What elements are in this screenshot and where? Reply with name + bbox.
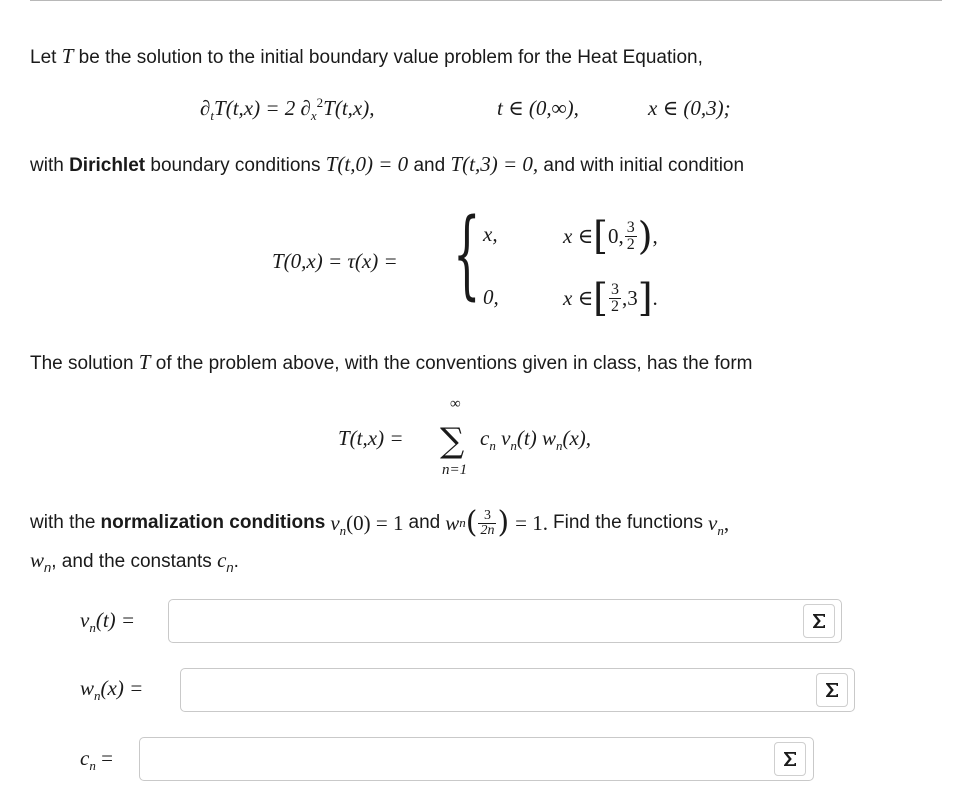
answer-c-label (80, 746, 113, 774)
pde-rhs-sub: x (310, 108, 317, 124)
sigma-icon (810, 612, 828, 630)
pde-lhs-sub: t (210, 108, 215, 124)
answer-v-sub: n (89, 620, 96, 636)
norm-v2-sub: n (717, 523, 724, 539)
answer-v-equation-button[interactable] (803, 604, 835, 638)
line2-rest: , and the constants (51, 551, 212, 572)
answer-c-field[interactable] (139, 737, 814, 781)
ic-row2-fraction (609, 282, 621, 315)
norm-paren-close: ) (497, 505, 510, 540)
ic-lhs: T(0,x) = τ(x) = (272, 249, 398, 273)
bc-dirichlet: Dirichlet (69, 155, 146, 176)
series-v-sub: n (510, 438, 517, 454)
ic-row1-in: x ∈ (563, 223, 594, 248)
pde-lhs-rest: T(t,x) = 2 ∂ (214, 96, 311, 120)
series-c-sub: n (489, 438, 496, 454)
sigma-icon (781, 750, 799, 768)
ic-row1-close: ) (637, 214, 653, 258)
answer-v-input[interactable] (177, 606, 837, 638)
norm-v: v (330, 511, 340, 535)
series-rhs (480, 426, 592, 454)
series-vt: (t) w (516, 426, 556, 450)
boundary-conditions-text (30, 152, 744, 178)
line2-end: . (233, 551, 239, 572)
ic-row2-close: ] (637, 276, 653, 320)
ic-row2-value: 0, (483, 285, 499, 309)
intro-suffix: be the solution to the initial boundary value problem for the Heat Equation, (78, 47, 703, 68)
norm-v2-letter: v (707, 511, 718, 535)
answer-v-letter: v (80, 608, 90, 632)
answer-w-arg: (x) = (100, 676, 144, 700)
ic-row2-num: 3 (610, 280, 619, 298)
ic-row1-open: [ (593, 214, 608, 258)
normalization-text (30, 503, 729, 543)
partial-symbol: ∂ (200, 96, 211, 120)
x-domain: x ∈ (0,3); (648, 96, 731, 120)
pde-rhs-rest: T(t,x), (323, 96, 375, 120)
normalization-text-2 (30, 548, 239, 574)
answer-w-field[interactable] (180, 668, 855, 712)
answer-v-arg: (t) = (95, 608, 136, 632)
series-v: v (495, 426, 511, 450)
answer-c-arg: = (95, 746, 113, 770)
series-c: c (480, 426, 490, 450)
line2-c: c (217, 548, 227, 572)
intro-var: T (61, 44, 74, 68)
answer-c-sub: n (89, 758, 96, 774)
solution-text (30, 350, 752, 376)
answer-v-label (80, 608, 136, 636)
answer-c-input[interactable] (148, 744, 809, 776)
norm-find: Find the functions (553, 512, 703, 533)
ic-row2-end: . (652, 285, 658, 310)
norm-comma: , (723, 511, 730, 535)
answer-c-letter: c (80, 746, 90, 770)
norm-with: with the (30, 512, 96, 533)
solution-a: The solution (30, 353, 134, 374)
norm-v-sub: n (339, 523, 347, 539)
ic-row1-domain (563, 206, 658, 266)
answer-w-letter: w (80, 676, 95, 700)
ic-row2-domain (563, 268, 658, 328)
norm-w-rest: = 1. (515, 511, 548, 535)
heat-equation (200, 95, 375, 124)
ic-row1-value: x, (483, 222, 498, 246)
norm-v-rest: (0) = 1 (346, 511, 404, 535)
line2-w-sub: n (44, 559, 52, 575)
series-lhs: T(t,x) = (338, 426, 404, 450)
sum-symbol: ∑ (440, 421, 465, 461)
ic-row1-den: 2 (626, 235, 635, 253)
ic-row2-den: 2 (610, 297, 619, 315)
bc-mid: boundary conditions (150, 155, 321, 176)
norm-bold: normalization conditions (100, 512, 326, 533)
answer-w-equation-button[interactable] (816, 673, 848, 707)
solution-var: T (138, 350, 151, 374)
ic-row2-in: x ∈ (563, 285, 594, 310)
bc-condition-2: T(t,3) = 0, (450, 152, 539, 176)
pde-rhs-sup: 2 (316, 95, 324, 110)
norm-fnum: 3 (478, 509, 496, 524)
bc-with: with (30, 155, 64, 176)
bc-and: and (413, 155, 446, 176)
intro-text (30, 44, 703, 70)
norm-w: w (445, 511, 460, 535)
sum-upper-limit: ∞ (450, 396, 461, 412)
norm-fraction (478, 509, 496, 538)
answer-w-label (80, 676, 144, 704)
t-domain: t ∈ (0,∞), (497, 96, 579, 120)
answer-c-equation-button[interactable] (774, 742, 806, 776)
line2-w: w (30, 548, 45, 572)
ic-row2-open: [ (593, 276, 608, 320)
ic-row1-fraction (625, 220, 637, 253)
ic-row2-b: ,3 (621, 285, 638, 310)
solution-b: of the problem above, with the conventions given in class, has the form (155, 353, 753, 374)
bc-tail: and with initial condition (543, 155, 745, 176)
ic-row1-num: 3 (626, 218, 635, 236)
norm-and: and (408, 512, 441, 533)
norm-vcond (330, 511, 404, 539)
answer-v-field[interactable] (168, 599, 842, 643)
answer-w-input[interactable] (189, 675, 850, 707)
piecewise-brace: { (453, 198, 481, 310)
norm-wcond: w n ( $\frac{3}{2n}$ ) = 1. (445, 505, 548, 540)
answer-w-sub: n (94, 688, 101, 704)
ic-row1-end: , (652, 223, 658, 248)
norm-paren-open: ( (465, 505, 478, 540)
top-divider (30, 0, 942, 1)
sum-lower-limit: n=1 (442, 462, 468, 478)
series-w-sub: n (555, 438, 563, 454)
bc-condition-1: T(t,0) = 0 (325, 152, 409, 176)
norm-v2 (707, 511, 730, 539)
line2-c-sub: n (226, 559, 234, 575)
series-end: (x), (562, 426, 592, 450)
intro-prefix: Let (30, 47, 57, 68)
sigma-icon (823, 681, 841, 699)
norm-fden: 2n (480, 522, 495, 538)
ic-row1-a: 0, (607, 223, 624, 248)
